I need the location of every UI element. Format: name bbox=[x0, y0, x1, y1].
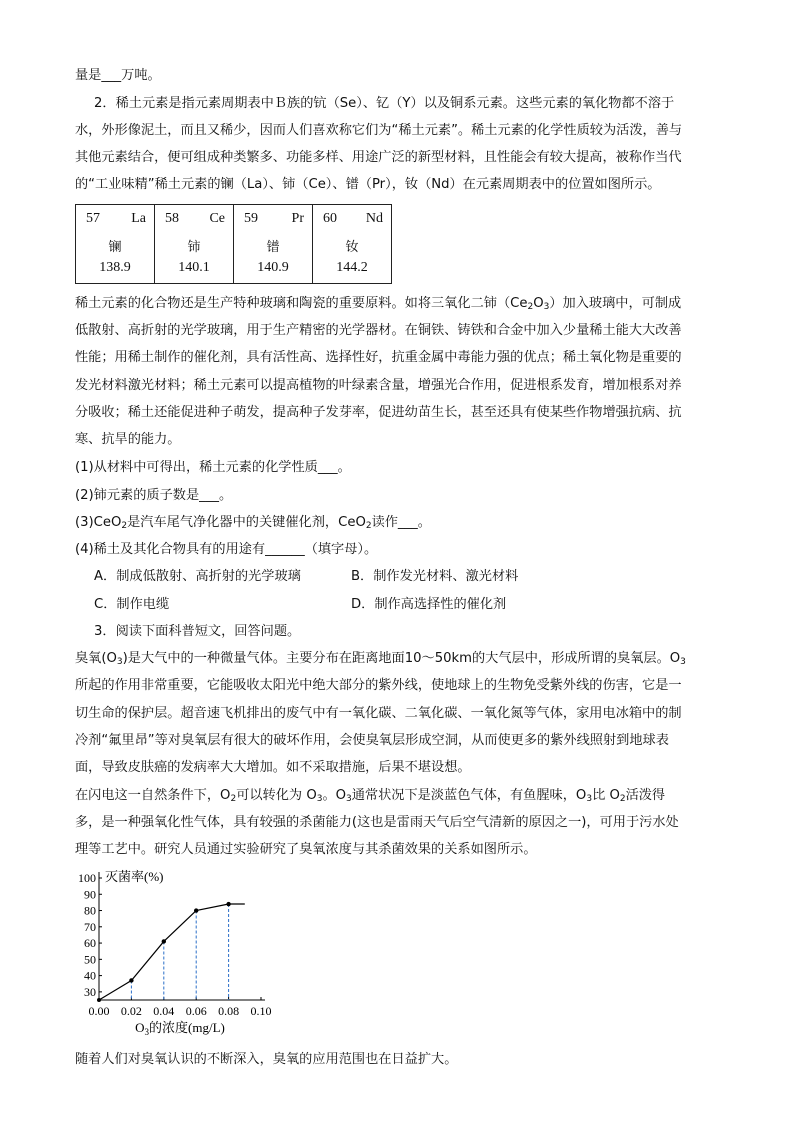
atomic-mass: 144.2 bbox=[336, 260, 368, 275]
element-symbol: La bbox=[131, 211, 146, 226]
question-2-heading: 2．稀土元素是指元素周期表中Ｂ族的钪（Se）、钇（Y）以及铜系元素。这些元素的氧化物都不溶于 bbox=[94, 96, 675, 111]
option-b: B．制作发光材料、激光材料 bbox=[351, 569, 519, 584]
periodic-table-excerpt bbox=[75, 204, 392, 284]
x-tick-label: 0.06 bbox=[185, 1004, 207, 1018]
text-line: 稀土元素的化合物还是生产特种玻璃和陶瓷的重要原料。如将三氧化二铈$(Ce_2O_3)$加入玻璃中，可制成 bbox=[75, 296, 682, 312]
element-symbol: Pr bbox=[291, 211, 304, 226]
ozone-sterilization-chart bbox=[70, 868, 300, 1038]
text-line: 发光材料激光材料；稀土元素可以提高植物的叶绿素含量，增强光合作用，促进根系发育，增加根系对养 bbox=[75, 378, 682, 393]
element-symbol: Nd bbox=[365, 211, 383, 226]
option-a: A．制成低散射、高折射的光学玻璃 bbox=[94, 569, 301, 584]
sub-question-1: (1)从材料中可得出，稀土元素的化学性质___。 bbox=[75, 460, 351, 475]
element-cell-pr bbox=[234, 205, 313, 284]
text-line: 理等工艺中。研究人员通过实验研究了臭氧浓度与其杀菌效果的关系如图所示。 bbox=[75, 842, 537, 857]
text-line: 臭氧$(O_3)$是大气中的一种微量气体。主要分布在距离地面10～50km的大气层中，形成所谓的臭氧层。$O_3$ bbox=[75, 651, 686, 667]
y-tick-label: 60 bbox=[84, 936, 96, 951]
atomic-number: 57 bbox=[86, 211, 100, 226]
text-line: 随着人们对臭氧认识的不断深入，臭氧的应用范围也在日益扩大。 bbox=[75, 1052, 458, 1067]
y-axis-label: 灭菌率(%) bbox=[105, 869, 164, 884]
series-line bbox=[99, 904, 245, 1000]
text-line: 分吸收；稀土还能促进种子萌发，提高种子发芽率，促进幼苗生长，甚至还具有使某些作物增强抗病、抗 bbox=[75, 405, 682, 420]
element-name: 镨 bbox=[266, 240, 280, 255]
y-tick-label: 40 bbox=[84, 968, 96, 983]
atomic-mass: 140.1 bbox=[178, 260, 210, 275]
element-symbol: Ce bbox=[209, 211, 225, 226]
text-line: 面，导致皮肤癌的发病率大大增加。如不采取措施，后果不堪设想。 bbox=[75, 760, 471, 775]
atomic-mass: 138.9 bbox=[99, 260, 131, 275]
atomic-number: 59 bbox=[244, 211, 258, 226]
element-name: 镧 bbox=[108, 240, 122, 255]
x-tick-label: 0.04 bbox=[153, 1004, 175, 1018]
text-line: 水，外形像泥土，而且又稀少，因而人们喜欢称它们为“稀土元素”。稀土元素的化学性质较为活泼，善与 bbox=[75, 123, 683, 138]
text-line: 低散射、高折射的光学玻璃，用于生产精密的光学器材。在铜铁、铸铁和合金中加入少量稀土能大大改善 bbox=[75, 323, 682, 338]
text-line: 的“工业味精”稀土元素的镧（La）、铈（Ce）、镨（Pr），钕（Nd）在元素周期表中的位置如图所示。 bbox=[75, 177, 661, 192]
data-point bbox=[129, 978, 133, 982]
text-line: 切生命的保护层。超音速飞机排出的废气中有一氧化碳、二氧化碳、一氧化氮等气体，家用电冰箱中的制 bbox=[75, 706, 682, 721]
data-point bbox=[226, 902, 230, 906]
text-line: 冷剂“氟里昂”等对臭氧层有很大的破坏作用，会使臭氧层形成空洞，从而使更多的紫外线照射到地球表 bbox=[75, 733, 669, 748]
x-tick-label: 0.08 bbox=[218, 1004, 240, 1018]
x-tick-label: 0.10 bbox=[250, 1004, 272, 1018]
sub-question-4: (4)稀土及其化合物具有的用途有______（填字母）。 bbox=[75, 542, 378, 557]
atomic-number: 58 bbox=[165, 211, 179, 226]
y-tick-label: 80 bbox=[84, 903, 96, 918]
question-3-heading: 3．阅读下面科普短文，回答问题。 bbox=[94, 624, 301, 639]
x-axis-label: $O_3$的浓度(mg/L) bbox=[135, 1020, 225, 1037]
element-name: 铈 bbox=[187, 240, 201, 255]
text-line: 在闪电这一自然条件下，$O_2$可以转化为 $O_3$。$O_3$通常状况下是淡蓝色气体，有鱼腥味，$O_3$比 $O_2$活泼得 bbox=[75, 788, 666, 804]
y-tick-label: 100 bbox=[78, 871, 96, 885]
atomic-mass: 140.9 bbox=[257, 260, 289, 275]
y-tick-label: 70 bbox=[84, 919, 96, 934]
option-c: C．制作电缆 bbox=[94, 597, 170, 612]
y-tick-label: 90 bbox=[84, 887, 96, 902]
sub-question-3: (3)CeO$_2$是汽车尾气净化器中的关键催化剂，CeO$_2$读作___。 bbox=[75, 515, 431, 531]
text-line: 性能；用稀土制作的催化剂，具有活性高、选择性好，抗重金属中毒能力强的优点；稀土氧化物是重要的 bbox=[75, 350, 682, 365]
element-cell-la bbox=[76, 205, 155, 284]
x-tick-label: 0.02 bbox=[120, 1004, 142, 1018]
element-name: 钕 bbox=[345, 240, 359, 255]
element-cell-ce bbox=[155, 205, 234, 284]
text-line: 量是___万吨。 bbox=[75, 68, 161, 83]
text-line: 多，是一种强氧化性气体，具有较强的杀菌能力(这也是雷雨天气后空气清新的原因之一)，可用于污水处 bbox=[75, 815, 679, 830]
y-tick-label: 30 bbox=[84, 984, 96, 999]
text-line: 所起的作用非常重要，它能吸收太阳光中绝大部分的紫外线，使地球上的生物免受紫外线的伤害，它是一 bbox=[75, 678, 682, 693]
element-cell-nd bbox=[313, 205, 392, 284]
text-line: 寒、抗旱的能力。 bbox=[75, 432, 181, 447]
data-point bbox=[97, 998, 101, 1002]
y-tick-label: 50 bbox=[84, 952, 96, 967]
option-d: D．制作高选择性的催化剂 bbox=[351, 597, 507, 612]
data-point bbox=[162, 939, 166, 943]
sub-question-2: (2)铈元素的质子数是___。 bbox=[75, 488, 233, 503]
data-point bbox=[194, 908, 198, 912]
atomic-number: 60 bbox=[323, 211, 337, 226]
x-tick-label: 0.00 bbox=[88, 1004, 110, 1018]
text-line: 其他元素结合，便可组成种类繁多、功能多样、用途广泛的新型材料，且性能会有较大提高，被称作当代 bbox=[75, 150, 682, 165]
